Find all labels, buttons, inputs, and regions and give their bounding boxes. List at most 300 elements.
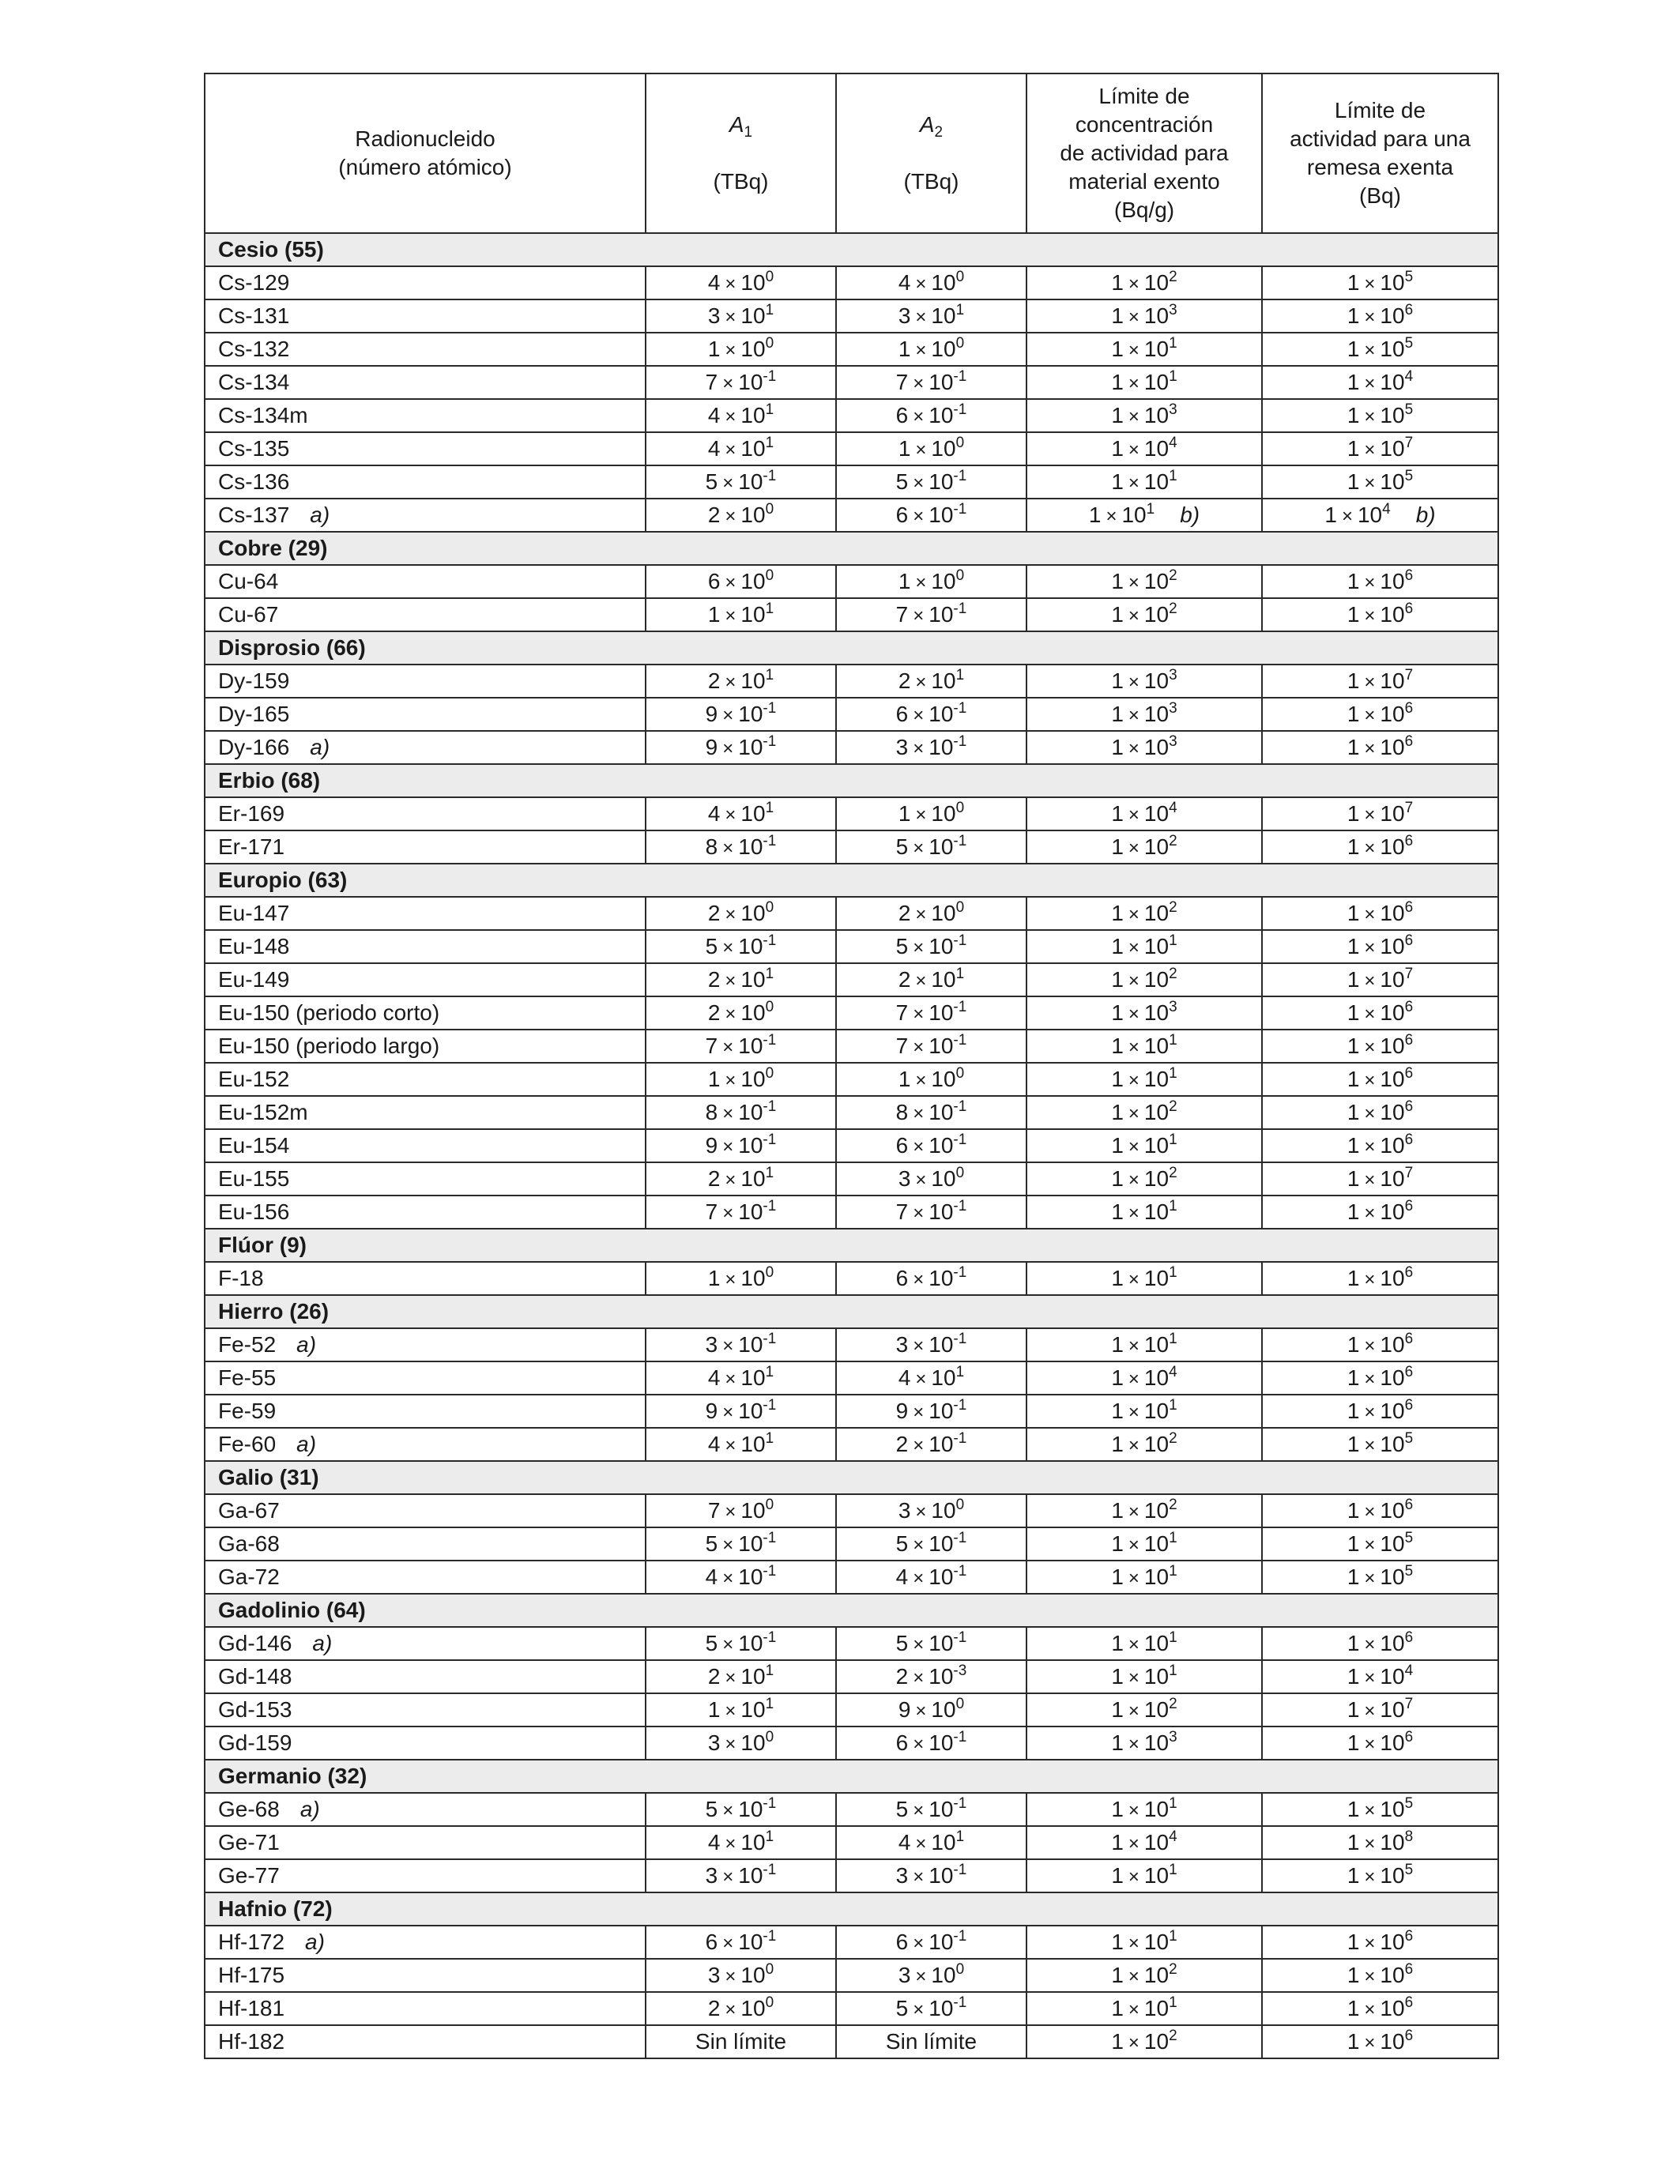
times-sign: × [1128, 1501, 1139, 1523]
coefficient: 1 [1111, 303, 1124, 328]
base: 10 [929, 834, 954, 859]
coefficient: 3 [707, 303, 721, 328]
base: 10 [738, 735, 763, 759]
times-sign: × [1128, 273, 1139, 295]
times-sign: × [1364, 1700, 1376, 1722]
table-row [205, 963, 1498, 996]
base: 10 [738, 1631, 763, 1655]
times-sign: × [913, 1800, 925, 1821]
coefficient: 5 [705, 1531, 718, 1556]
sci-value [1347, 901, 1413, 925]
base: 10 [929, 1996, 954, 2020]
coefficient: 1 [1324, 503, 1337, 527]
coefficient: 6 [895, 403, 909, 427]
sci-value [708, 901, 774, 925]
coefficient: 7 [707, 1498, 721, 1523]
coefficient: 1 [1111, 1199, 1124, 1224]
sci-value [708, 1963, 774, 1987]
exponent: 7 [1404, 966, 1414, 982]
sci-value [1347, 469, 1413, 494]
sci-value [706, 1565, 777, 1589]
nuclide-label: Ge-77 [218, 1863, 280, 1888]
base: 10 [931, 1830, 956, 1855]
coefficient: 1 [1111, 602, 1124, 627]
base: 10 [740, 1266, 766, 1290]
nuclide-name [205, 1926, 646, 1959]
sci-value [706, 1034, 777, 1058]
times-sign: × [1364, 1534, 1376, 1556]
exponent: -1 [953, 468, 967, 484]
a1-value [646, 1627, 836, 1660]
exponent: -1 [763, 833, 777, 849]
exponent: 0 [765, 1994, 774, 2011]
exponent: 1 [765, 1165, 774, 1181]
times-sign: × [1128, 838, 1139, 859]
nuclide-name [205, 366, 646, 399]
times-sign: × [1364, 838, 1376, 859]
table-row [205, 1196, 1498, 1229]
coefficient: 6 [707, 569, 721, 593]
sci-value [1111, 1000, 1177, 1025]
coefficient: 1 [1111, 1100, 1124, 1124]
coefficient: 3 [898, 1498, 911, 1523]
concentration-limit [1026, 1959, 1262, 1992]
coefficient: 1 [707, 1266, 721, 1290]
sci-value [1347, 602, 1413, 627]
sci-value [706, 1399, 777, 1423]
coefficient: 4 [707, 1432, 721, 1456]
table-row [205, 731, 1498, 764]
base: 10 [929, 1797, 954, 1821]
a1-value [646, 1992, 836, 2025]
times-sign: × [1128, 473, 1139, 494]
exponent: 6 [1404, 1065, 1414, 1082]
times-sign: × [725, 904, 736, 925]
exponent: 1 [765, 1430, 774, 1447]
base: 10 [740, 801, 766, 826]
times-sign: × [1128, 672, 1139, 693]
a1-value [646, 1561, 836, 1594]
sci-value [1111, 303, 1177, 328]
times-sign: × [725, 605, 736, 627]
coefficient: 1 [1347, 1664, 1360, 1689]
coefficient: 1 [707, 602, 721, 627]
times-sign: × [725, 1070, 736, 1091]
a2-value [836, 499, 1026, 532]
base: 10 [740, 303, 766, 328]
a2-value [836, 797, 1026, 830]
activity-limit [1262, 1859, 1498, 1892]
nuclide-name [205, 399, 646, 432]
base: 10 [1121, 503, 1147, 527]
times-sign: × [722, 1335, 734, 1357]
concentration-limit [1026, 1561, 1262, 1594]
a2-value [836, 1527, 1026, 1561]
coefficient: 1 [1347, 569, 1360, 593]
base: 10 [929, 1199, 954, 1224]
activity-limit [1262, 299, 1498, 333]
times-sign: × [913, 1335, 925, 1357]
times-sign: × [722, 738, 734, 759]
exponent: -1 [953, 1563, 967, 1580]
nuclide-label: Eu-156 [218, 1199, 290, 1224]
concentration-limit [1026, 1428, 1262, 1461]
coefficient: 4 [707, 1365, 721, 1390]
table-row [205, 1793, 1498, 1826]
sci-value [1111, 602, 1177, 627]
sci-value [1111, 1332, 1177, 1357]
sci-value [1111, 801, 1177, 826]
nuclide-label: Cs-137 [218, 503, 290, 527]
coefficient: 1 [1111, 1133, 1124, 1158]
base: 10 [738, 1100, 763, 1124]
coefficient: 3 [895, 1332, 909, 1357]
coefficient: 1 [1347, 1565, 1360, 1589]
coefficient: 1 [1111, 1730, 1124, 1755]
exponent: 0 [765, 1264, 774, 1281]
times-sign: × [1364, 705, 1376, 726]
header-activity-limit: Límite de actividad para una remesa exenta (Bq) [1262, 73, 1498, 233]
header-a1: $A_1$ (TBq) [646, 73, 836, 233]
base: 10 [740, 668, 766, 693]
a1-value [646, 1196, 836, 1229]
exponent: 0 [765, 1497, 774, 1513]
times-sign: × [725, 439, 736, 461]
base: 10 [929, 370, 954, 394]
concentration-limit [1026, 266, 1262, 299]
nuclide-name [205, 598, 646, 631]
group-header-row [205, 1229, 1498, 1262]
base: 10 [929, 1133, 954, 1158]
coefficient: 1 [1347, 1067, 1360, 1091]
times-sign: × [1364, 1269, 1376, 1290]
sci-value [1111, 1432, 1177, 1456]
exponent: 6 [1404, 1032, 1414, 1049]
coefficient: 1 [1111, 1067, 1124, 1091]
activity-limit [1262, 1428, 1498, 1461]
activity-limit [1262, 399, 1498, 432]
coefficient: 1 [1347, 1166, 1360, 1191]
nuclide-label: Eu-155 [218, 1166, 290, 1191]
sci-value [1347, 1365, 1413, 1390]
coefficient: 1 [1347, 436, 1360, 461]
coefficient: 8 [895, 1100, 909, 1124]
sci-value [706, 735, 777, 759]
base: 10 [1380, 303, 1405, 328]
base: 10 [929, 1631, 954, 1655]
concentration-limit [1026, 698, 1262, 731]
base: 10 [738, 1133, 763, 1158]
nuclide-label: Dy-165 [218, 702, 290, 726]
coefficient: 1 [1347, 303, 1360, 328]
coefficient: 1 [1347, 403, 1360, 427]
times-sign: × [1128, 1169, 1139, 1191]
a1-value [646, 1096, 836, 1129]
exponent: 5 [1404, 401, 1414, 418]
nuclide-label: Er-169 [218, 801, 285, 826]
base: 10 [1380, 403, 1405, 427]
nuclide-name [205, 1162, 646, 1196]
coefficient: 1 [1347, 1531, 1360, 1556]
coefficient: 1 [1111, 967, 1124, 992]
table-row [205, 797, 1498, 830]
base: 10 [740, 602, 766, 627]
table-row [205, 1361, 1498, 1395]
sci-value [1347, 1399, 1413, 1423]
coefficient: 1 [1347, 1797, 1360, 1821]
nuclide-name [205, 1395, 646, 1428]
nuclide-label: Cs-131 [218, 303, 290, 328]
times-sign: × [725, 307, 736, 328]
exponent: 2 [1169, 1497, 1177, 1513]
sci-value [1347, 1199, 1413, 1224]
coefficient: 1 [1347, 1730, 1360, 1755]
a2-value [836, 1262, 1026, 1295]
coefficient: 1 [1347, 901, 1360, 925]
activity-limit [1262, 1826, 1498, 1859]
times-sign: × [913, 1734, 925, 1755]
activity-limit [1262, 266, 1498, 299]
times-sign: × [913, 1568, 925, 1589]
sci-value [706, 1531, 777, 1556]
a2-value [836, 1096, 1026, 1129]
times-sign: × [1128, 307, 1139, 328]
table-row [205, 465, 1498, 499]
base: 10 [931, 1963, 956, 1987]
sci-value [1111, 668, 1177, 693]
coefficient: 4 [707, 403, 721, 427]
a2-value [836, 432, 1026, 465]
nuclide-name [205, 565, 646, 598]
exponent: 2 [1169, 1098, 1177, 1115]
sci-value [1111, 1399, 1177, 1423]
footnote-marker: b) [1180, 503, 1200, 527]
exponent: 6 [1404, 567, 1414, 584]
times-sign: × [725, 1667, 736, 1689]
table-row [205, 930, 1498, 963]
exponent: 3 [1169, 999, 1177, 1015]
exponent: 0 [955, 800, 965, 816]
group-title: Gadolinio (64) [205, 1594, 1498, 1627]
exponent: 3 [1169, 302, 1177, 318]
sci-value [898, 1963, 964, 1987]
times-sign: × [722, 838, 734, 859]
base: 10 [738, 702, 763, 726]
exponent: 1 [955, 966, 965, 982]
table-row [205, 1129, 1498, 1162]
footnote-marker: a) [312, 1631, 333, 1655]
exponent: 4 [1169, 435, 1177, 451]
sci-value [708, 668, 774, 693]
exponent: 1 [765, 302, 774, 318]
nuclide-name [205, 432, 646, 465]
base: 10 [1380, 370, 1405, 394]
exponent: 3 [1169, 733, 1177, 750]
times-sign: × [1364, 340, 1376, 361]
exponent: 1 [1146, 501, 1155, 518]
concentration-limit [1026, 1826, 1262, 1859]
a1-value [646, 1660, 836, 1693]
times-sign: × [722, 373, 734, 394]
base: 10 [931, 1498, 956, 1523]
coefficient: 5 [895, 1531, 909, 1556]
table-row [205, 598, 1498, 631]
a2-value [836, 333, 1026, 366]
coefficient: 7 [705, 1034, 718, 1058]
exponent: -1 [953, 1331, 967, 1347]
base: 10 [1380, 1697, 1405, 1722]
times-sign: × [722, 1534, 734, 1556]
nuclide-name [205, 930, 646, 963]
sci-value [1111, 1365, 1177, 1390]
group-title: Hafnio (72) [205, 1892, 1498, 1926]
times-sign: × [915, 1369, 927, 1390]
a2-value [836, 731, 1026, 764]
exponent: 2 [1169, 899, 1177, 916]
sci-value [896, 1332, 967, 1357]
base: 10 [1143, 1963, 1170, 1987]
group-header-row [205, 1295, 1498, 1328]
a2-value [836, 698, 1026, 731]
base: 10 [1380, 1531, 1405, 1556]
coefficient: 1 [1111, 1498, 1124, 1523]
nuclide-name [205, 299, 646, 333]
exponent: 0 [765, 269, 774, 285]
times-sign: × [1128, 904, 1139, 925]
a2-value [836, 996, 1026, 1030]
a2-value [836, 1992, 1026, 2025]
times-sign: × [913, 1933, 925, 1954]
base: 10 [1380, 702, 1405, 726]
base: 10 [1143, 1631, 1170, 1655]
base: 10 [1143, 1133, 1170, 1158]
coefficient: 2 [898, 967, 911, 992]
exponent: 4 [1404, 1662, 1414, 1679]
coefficient: 1 [1111, 1797, 1124, 1821]
sci-value [896, 469, 967, 494]
a2-value [836, 465, 1026, 499]
nuclide-name [205, 665, 646, 698]
footnote-marker: a) [299, 1797, 320, 1821]
concentration-limit [1026, 1494, 1262, 1527]
exponent: 6 [1404, 302, 1414, 318]
times-sign: × [1364, 605, 1376, 627]
base: 10 [1143, 834, 1170, 859]
times-sign: × [1364, 672, 1376, 693]
exponent: 1 [1169, 1928, 1177, 1945]
base: 10 [738, 1930, 763, 1954]
base: 10 [931, 569, 956, 593]
sci-value [898, 1067, 964, 1091]
a1-value [646, 1793, 836, 1826]
exponent: -1 [953, 1098, 967, 1115]
coefficient: 5 [895, 834, 909, 859]
sci-value [706, 1100, 777, 1124]
base: 10 [1380, 469, 1405, 494]
base: 10 [1380, 569, 1405, 593]
times-sign: × [1128, 1402, 1139, 1423]
concentration-limit [1026, 1395, 1262, 1428]
table-row [205, 830, 1498, 864]
a1-value [646, 366, 836, 399]
sci-value [706, 1930, 777, 1954]
sci-value [1347, 1000, 1413, 1025]
times-sign: × [913, 1667, 925, 1689]
base: 10 [1380, 1000, 1405, 1025]
activity-limit [1262, 1262, 1498, 1295]
exponent: -1 [953, 1729, 967, 1745]
base: 10 [929, 403, 954, 427]
activity-limit [1262, 698, 1498, 731]
coefficient: 2 [707, 967, 721, 992]
nuclide-label: Eu-147 [218, 901, 290, 925]
coefficient: 1 [1347, 1332, 1360, 1357]
coefficient: 1 [1111, 901, 1124, 925]
nuclide-label: Eu-154 [218, 1133, 290, 1158]
coefficient: 1 [1347, 834, 1360, 859]
exponent: 3 [1169, 1729, 1177, 1745]
times-sign: × [913, 1402, 925, 1423]
times-sign: × [913, 705, 925, 726]
base: 10 [740, 1000, 766, 1025]
a2-value [836, 1859, 1026, 1892]
times-sign: × [1128, 1966, 1139, 1987]
coefficient: 1 [1347, 801, 1360, 826]
nuclide-name [205, 1428, 646, 1461]
concentration-limit [1026, 432, 1262, 465]
base: 10 [1143, 1365, 1170, 1390]
base: 10 [1143, 1730, 1170, 1755]
table-body [205, 233, 1498, 2058]
coefficient: 1 [1111, 1432, 1124, 1456]
exponent: 7 [1404, 1696, 1414, 1712]
table-row [205, 1992, 1498, 2025]
exponent: 1 [765, 1662, 774, 1679]
coefficient: 6 [895, 1133, 909, 1158]
times-sign: × [722, 1037, 734, 1058]
table-header-row [205, 73, 1498, 233]
sci-value [896, 602, 967, 627]
sci-value [708, 602, 774, 627]
nuclide-name [205, 963, 646, 996]
a2-value [836, 1693, 1026, 1726]
coefficient: 1 [898, 436, 911, 461]
times-sign: × [913, 1136, 925, 1158]
sci-value [708, 1000, 774, 1025]
exponent: 1 [765, 401, 774, 418]
base: 10 [1380, 934, 1405, 958]
group-header-row [205, 1892, 1498, 1926]
coefficient: 1 [1111, 1531, 1124, 1556]
a1-value [646, 1030, 836, 1063]
times-sign: × [915, 904, 927, 925]
activity-limit [1262, 2025, 1498, 2058]
nuclide-label: Dy-159 [218, 668, 290, 693]
coefficient: 5 [705, 934, 718, 958]
table-row [205, 1096, 1498, 1129]
concentration-limit [1026, 1726, 1262, 1760]
table-row [205, 1030, 1498, 1063]
coefficient: 4 [707, 436, 721, 461]
nuclide-label: Er-171 [218, 834, 285, 859]
group-title: Galio (31) [205, 1461, 1498, 1494]
times-sign: × [1128, 1269, 1139, 1290]
coefficient: 1 [1111, 1565, 1124, 1589]
base: 10 [1380, 1830, 1405, 1855]
table-row [205, 1859, 1498, 1892]
nuclide-name [205, 1196, 646, 1229]
times-sign: × [1128, 439, 1139, 461]
